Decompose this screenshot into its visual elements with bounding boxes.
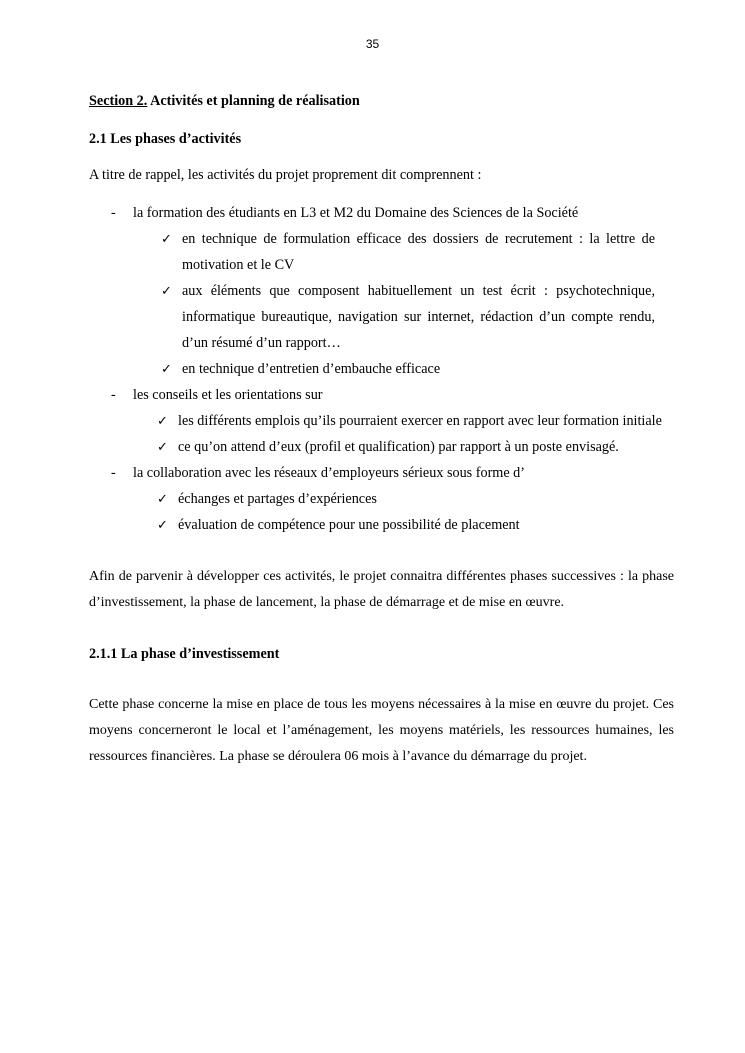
list-item: [89, 486, 674, 512]
conseils-sublist: [89, 408, 674, 460]
list-item: [89, 434, 674, 460]
check-icon: ✓: [157, 413, 168, 428]
list-item-text: en technique d’entretien d’embauche efficace: [182, 361, 441, 377]
list-item: [89, 512, 674, 538]
list-item: [89, 226, 655, 278]
intro-paragraph: A titre de rappel, les activités du projet proprement dit comprennent :: [89, 167, 482, 183]
document-body: [89, 88, 674, 770]
list-item: [89, 278, 655, 356]
check-icon: ✓: [157, 517, 168, 532]
list-item-text: en technique de formulation efficace des dossiers de recrutement : la lettre de motivation et le CV: [182, 231, 655, 273]
section-heading: [89, 88, 674, 114]
section-title: Activités et planning de réalisation: [150, 93, 360, 109]
activity-list: [89, 200, 674, 538]
check-icon: ✓: [157, 491, 168, 506]
activity-text: la formation des étudiants en L3 et M2 du Domaine des Sciences de la Société: [133, 205, 579, 221]
dash-bullet: -: [111, 465, 116, 481]
check-icon: ✓: [161, 231, 172, 246]
subsection-heading-2-1: 2.1 Les phases d’activités: [89, 131, 242, 147]
list-item: [89, 408, 674, 434]
list-item-text: échanges et partages d’expériences: [178, 491, 377, 507]
check-icon: ✓: [161, 361, 172, 376]
section-label: Section 2.: [89, 93, 148, 109]
list-item-text: les différents emplois qu’ils pourraient exercer en rapport avec leur formation initiale: [178, 413, 662, 429]
list-item-text: évaluation de compétence pour une possibilité de placement: [178, 517, 520, 533]
page-number: 35: [365, 37, 380, 51]
list-item-text: ce qu’on attend d’eux (profil et qualification) par rapport à un poste envisagé.: [178, 439, 619, 455]
list-item: [89, 356, 655, 382]
activity-text: la collaboration avec les réseaux d’employeurs sérieux sous forme d’: [133, 465, 525, 481]
summary-paragraph: Afin de parvenir à développer ces activités, le projet connaitra différentes phases successives : la phase d’investissement, la phase de lancement, la phase de démarrage et de mise en œuvre.: [89, 569, 674, 610]
dash-bullet: -: [111, 205, 116, 221]
activity-item-conseils: [89, 382, 674, 408]
subsection-heading-2-1-1: 2.1.1 La phase d’investissement: [89, 646, 280, 662]
activity-item-formation: [89, 200, 674, 226]
list-item-text: aux éléments que composent habituellement un test écrit : psychotechnique, informatique bureautique, navigation sur internet, rédaction d’un compte rendu, d’un résumé d’un rapport…: [182, 283, 655, 351]
check-icon: ✓: [157, 439, 168, 454]
formation-sublist: [89, 226, 674, 382]
dash-bullet: -: [111, 387, 116, 403]
activity-text: les conseils et les orientations sur: [133, 387, 323, 403]
activity-item-collaboration: [89, 460, 674, 486]
investment-paragraph: Cette phase concerne la mise en place de tous les moyens nécessaires à la mise en œuvre du projet. Ces moyens concerneront le local et l’aménagement, les moyens matériels, les ressources humaines, les ressources financières. La phase se déroulera 06 mois à l’avance du démarrage du projet.: [89, 697, 674, 764]
collaboration-sublist: [89, 486, 674, 538]
check-icon: ✓: [161, 283, 172, 298]
